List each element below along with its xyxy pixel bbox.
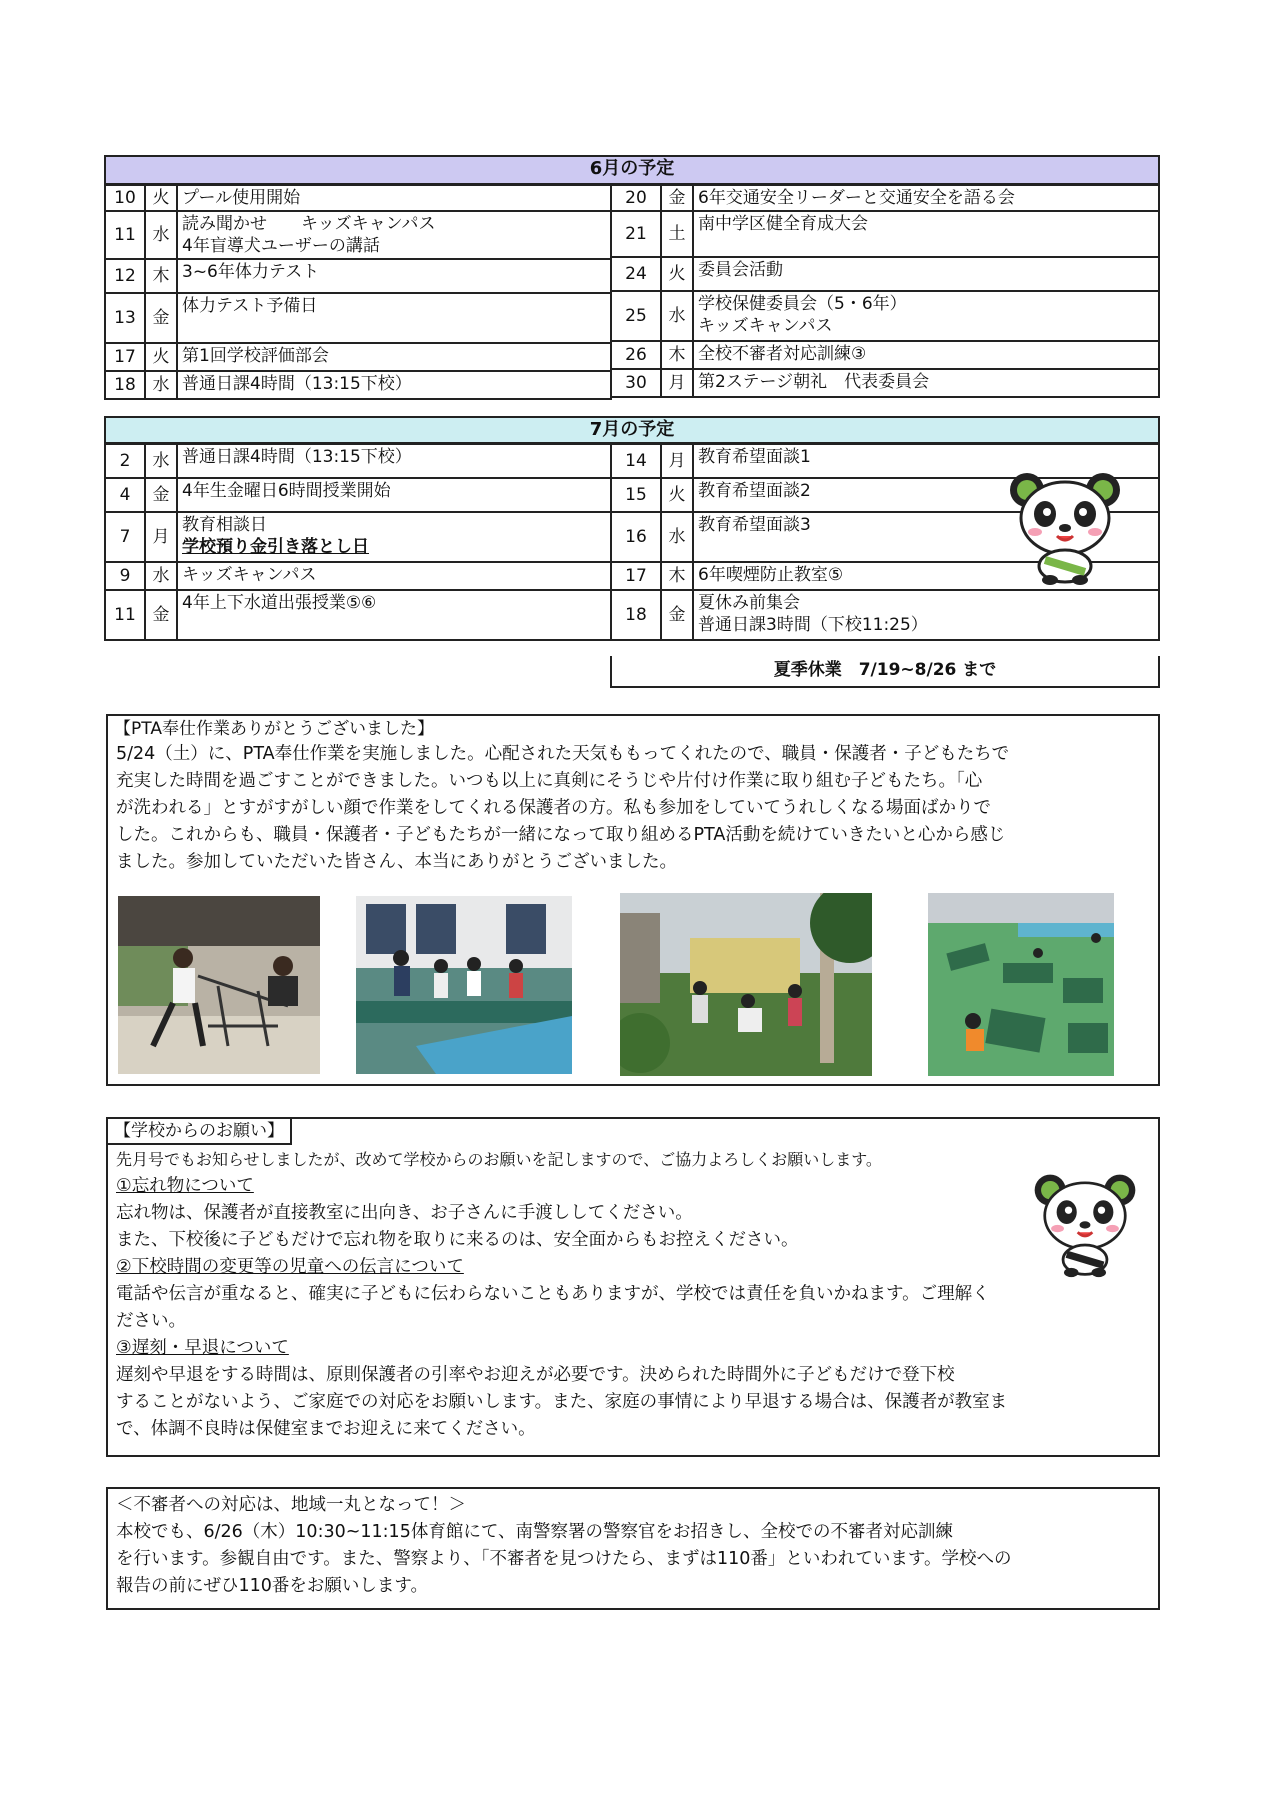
schedule-event-line: 第2ステージ朝礼 代表委員会 — [698, 372, 930, 392]
schedule-date: 2 — [105, 444, 145, 478]
schedule-weekday: 水 — [145, 211, 177, 259]
request-item1-line1: 忘れ物は、保護者が直接教室に出向き、お子さんに手渡ししてください。 — [116, 1203, 693, 1223]
photo-pool-cleaning — [356, 896, 572, 1074]
schedule-event — [177, 478, 611, 512]
schedule-event — [177, 444, 611, 478]
schedule-row — [611, 369, 1159, 397]
june-schedule-right — [610, 184, 1160, 398]
request-item3-line3: で、体調不良時は保健室までお迎えに来てください。 — [116, 1419, 536, 1439]
schedule-event-line: 南中学区健全育成大会 — [698, 214, 868, 234]
schedule-date: 9 — [105, 562, 145, 590]
schedule-weekday: 水 — [145, 562, 177, 590]
schedule-date: 11 — [105, 590, 145, 640]
schedule-row — [611, 341, 1159, 369]
schedule-event-line: 4年盲導犬ユーザーの講話 — [182, 236, 380, 256]
schedule-row — [105, 259, 611, 293]
intruder-line1: 本校でも、6/26（木）10:30~11:15体育館にて、南警察署の警察官をお招きし、全校での不審者対応訓練 — [116, 1522, 953, 1542]
schedule-weekday: 月 — [661, 444, 693, 478]
schedule-event-line: 夏休み前集会 — [698, 593, 800, 613]
schedule-row — [611, 257, 1159, 291]
request-item2-line1: 電話や伝言が重なると、確実に子どもに伝わらないこともありますが、学校では責任を負いかねます。ご理解く — [116, 1284, 990, 1304]
schedule-date: 26 — [611, 341, 661, 369]
schedule-event — [177, 590, 611, 640]
pta-body-line: した。これからも、職員・保護者・子どもたちが一緒になって取り組めるPTA活動を続けていきたいと心から感じ — [116, 825, 1006, 845]
schedule-row — [611, 185, 1159, 211]
schedule-event — [693, 185, 1159, 211]
schedule-weekday: 水 — [145, 444, 177, 478]
june-schedule-title: 6月の予定 — [104, 155, 1160, 185]
schedule-weekday: 水 — [661, 512, 693, 562]
schedule-weekday: 木 — [661, 341, 693, 369]
schedule-weekday: 木 — [661, 562, 693, 590]
schedule-date: 7 — [105, 512, 145, 562]
photo-gym-cleaning — [118, 896, 320, 1074]
request-item2-line2: ださい。 — [116, 1311, 186, 1331]
schedule-row — [105, 293, 611, 343]
schedule-row — [105, 185, 611, 211]
schedule-row — [105, 343, 611, 371]
schedule-event — [177, 293, 611, 343]
panda-mascot-icon — [1005, 468, 1125, 586]
schedule-weekday: 水 — [145, 371, 177, 399]
schedule-date: 15 — [611, 478, 661, 512]
schedule-event — [177, 343, 611, 371]
panda-mascot-icon — [1030, 1170, 1140, 1278]
request-item3-line2: することがないよう、ご家庭での対応をお願いします。また、家庭の事情により早退する場合は、保護者が教室ま — [116, 1392, 1008, 1412]
photo-yard-weeding — [620, 893, 872, 1076]
schedule-event-line: 4年生金曜日6時間授業開始 — [182, 481, 391, 501]
pta-body-line: 5/24（土）に、PTA奉仕作業を実施しました。心配された天気ももってくれたので、職員・保護者・子どもたちで — [116, 744, 1010, 764]
pta-body-line: 充実した時間を過ごすことができました。いつも以上に真剣にそうじや片付け作業に取り組む子どもたち。「心 — [116, 771, 983, 791]
schedule-row — [105, 444, 611, 478]
schedule-row — [611, 211, 1159, 257]
schedule-weekday: 月 — [661, 369, 693, 397]
schedule-event-line: 普通日課3時間（下校11:25） — [698, 615, 928, 635]
schedule-date: 4 — [105, 478, 145, 512]
schedule-event-line: 学校保健委員会（5・6年） — [698, 294, 907, 314]
schedule-weekday: 金 — [145, 590, 177, 640]
july-schedule-title: 7月の予定 — [104, 416, 1160, 444]
schedule-event — [693, 211, 1159, 257]
schedule-event — [177, 512, 611, 562]
schedule-event-line: 第1回学校評価部会 — [182, 346, 329, 366]
intruder-line2: を行います。参観自由です。また、警察より、「不審者を見つけたら、まずは110番」といわれています。学校への — [116, 1549, 1012, 1569]
schedule-event — [177, 211, 611, 259]
schedule-weekday: 月 — [145, 512, 177, 562]
schedule-event-line: 委員会活動 — [698, 260, 783, 280]
schedule-event-line: 普通日課4時間（13:15下校） — [182, 374, 412, 394]
schedule-weekday: 火 — [661, 478, 693, 512]
schedule-event — [177, 371, 611, 399]
schedule-event-line: 教育希望面談1 — [698, 447, 811, 467]
schedule-weekday: 土 — [661, 211, 693, 257]
schedule-event-line: 3~6年体力テスト — [182, 262, 320, 282]
schedule-event-line: 読み聞かせ キッズキャンパス — [182, 214, 436, 234]
request-item1-heading: ①忘れ物について — [116, 1176, 254, 1196]
schedule-row — [611, 291, 1159, 341]
schedule-weekday: 金 — [661, 590, 693, 640]
schedule-date: 24 — [611, 257, 661, 291]
schedule-row — [611, 590, 1159, 640]
schedule-event-line: 教育希望面談3 — [698, 515, 811, 535]
schedule-date: 10 — [105, 185, 145, 211]
schedule-event-line: 教育希望面談2 — [698, 481, 811, 501]
schedule-row — [105, 512, 611, 562]
schedule-date: 16 — [611, 512, 661, 562]
schedule-event — [693, 257, 1159, 291]
schedule-event-line: 学校預り金引き落とし日 — [182, 537, 369, 557]
pta-body-line: ました。参加していただいた皆さん、本当にありがとうございました。 — [116, 852, 678, 872]
schedule-event — [693, 590, 1159, 640]
schedule-date: 18 — [105, 371, 145, 399]
schedule-date: 18 — [611, 590, 661, 640]
intruder-section-title: ＜不審者への対応は、地域一丸となって！＞ — [116, 1495, 466, 1515]
schedule-date: 11 — [105, 211, 145, 259]
schedule-event — [693, 341, 1159, 369]
intruder-line3: 報告の前にぜひ110番をお願いします。 — [116, 1576, 429, 1596]
request-item3-heading: ③遅刻・早退について — [116, 1338, 289, 1358]
schedule-weekday: 水 — [661, 291, 693, 341]
schedule-event-line: プール使用開始 — [182, 188, 301, 208]
schedule-weekday: 火 — [661, 257, 693, 291]
schedule-row — [105, 562, 611, 590]
schedule-weekday: 金 — [661, 185, 693, 211]
school-request-section — [106, 1117, 1160, 1457]
request-item2-heading: ②下校時間の変更等の児童への伝言について — [116, 1257, 464, 1277]
schedule-event-line: キッズキャンパス — [698, 316, 833, 336]
schedule-event-line: 体力テスト予備日 — [182, 296, 318, 316]
intruder-response-section — [106, 1487, 1160, 1610]
schedule-row — [105, 478, 611, 512]
schedule-row — [105, 211, 611, 259]
schedule-event-line: 6年喫煙防止教室⑤ — [698, 565, 844, 585]
schedule-date: 17 — [611, 562, 661, 590]
pta-body-line: が洗われる」とすがすがしい顔で作業をしてくれる保護者の方。私も参加をしていてうれしくなる場面ばかりで — [116, 798, 991, 818]
july-schedule-left — [104, 443, 612, 641]
schedule-weekday: 火 — [145, 185, 177, 211]
schedule-weekday: 金 — [145, 478, 177, 512]
schedule-event-line: 普通日課4時間（13:15下校） — [182, 447, 412, 467]
request-item1-line2: また、下校後に子どもだけで忘れ物を取りに来るのは、安全面からもお控えください。 — [116, 1230, 799, 1250]
schedule-event — [693, 291, 1159, 341]
pta-section-title: 【PTA奉仕作業ありがとうございました】 — [114, 719, 434, 739]
schedule-event — [177, 562, 611, 590]
schedule-date: 25 — [611, 291, 661, 341]
schedule-row — [105, 371, 611, 399]
pta-body-text — [108, 740, 1158, 876]
schedule-weekday: 火 — [145, 343, 177, 371]
schedule-date: 17 — [105, 343, 145, 371]
schedule-event-line: 6年交通安全リーダーと交通安全を語る会 — [698, 188, 1015, 208]
schedule-event — [177, 185, 611, 211]
schedule-event-line: キッズキャンパス — [182, 565, 317, 585]
schedule-row — [105, 590, 611, 640]
schedule-date: 20 — [611, 185, 661, 211]
schedule-date: 14 — [611, 444, 661, 478]
request-section-title: 【学校からのお願い】 — [108, 1119, 292, 1145]
summer-vacation-note: 夏季休業 7/19~8/26 まで — [610, 656, 1160, 688]
schedule-date: 13 — [105, 293, 145, 343]
schedule-event — [693, 369, 1159, 397]
schedule-date: 21 — [611, 211, 661, 257]
schedule-weekday: 金 — [145, 293, 177, 343]
schedule-event-line: 4年上下水道出張授業⑤⑥ — [182, 593, 377, 613]
photo-mat-cleaning — [928, 893, 1114, 1076]
request-intro: 先月号でもお知らせしましたが、改めて学校からのお願いを記しますので、ご協力よろしくお願いします。 — [116, 1150, 882, 1169]
schedule-event — [177, 259, 611, 293]
schedule-event-line: 全校不審者対応訓練③ — [698, 344, 867, 364]
request-item3-line1: 遅刻や早退をする時間は、原則保護者の引率やお迎えが必要です。決められた時間外に子どもだけで登下校 — [116, 1365, 955, 1385]
june-schedule-left — [104, 184, 612, 400]
schedule-date: 12 — [105, 259, 145, 293]
schedule-event-line: 教育相談日 — [182, 515, 267, 535]
schedule-weekday: 木 — [145, 259, 177, 293]
schedule-date: 30 — [611, 369, 661, 397]
